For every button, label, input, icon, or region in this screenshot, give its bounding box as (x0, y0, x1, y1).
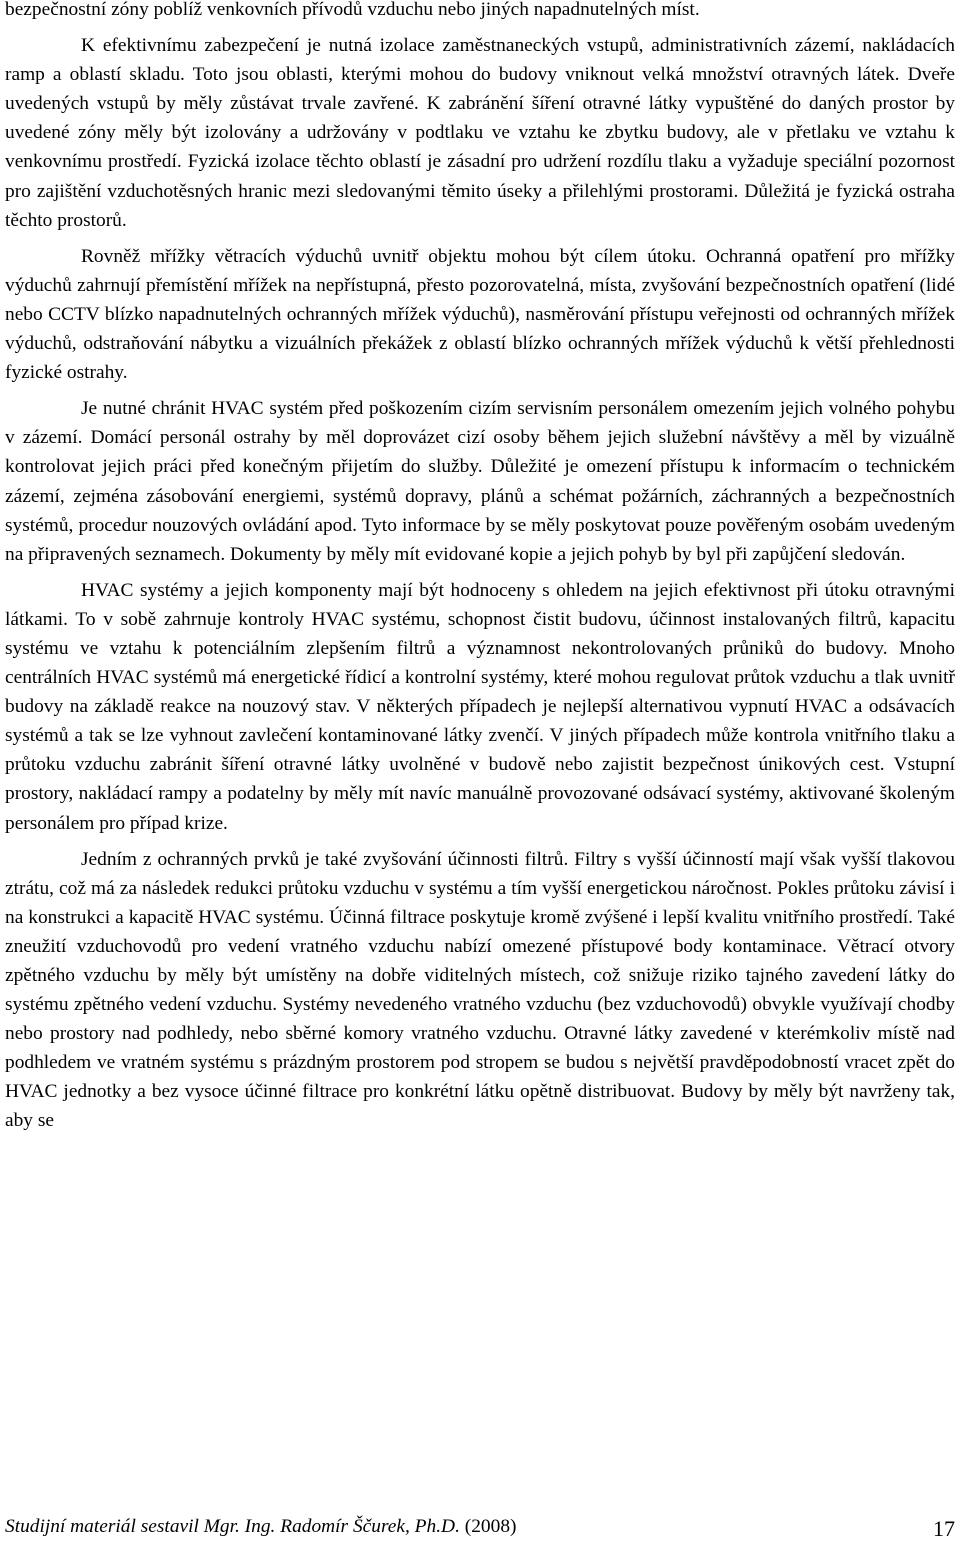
footer-year: (2008) (464, 1516, 517, 1537)
paragraph: K efektivnímu zabezpečení je nutná izolace zaměstnaneckých vstupů, administrativních zázemí, nakládacích ramp a oblastí skladu. Toto jsou oblasti, kterými mohou do budovy vniknout velká množství otravných látek. Dveře uvedených vstupů by měly zůstávat trvale zavřené. K zabránění šíření otravné látky vypuštěné do daných prostor by uvedené zóny měly být izolovány a udržovány v podtlaku ve vztahu ke zbytku budovy, ale v přetlaku ve vztahu k venkovnímu prostředí. Fyzická izolace těchto oblastí je zásadní pro udržení rozdílu tlaku a vyžaduje speciální pozornost pro zajištění vzduchotěsných hranic mezi sledovanými těmito úseky a přilehlými prostorami. Důležitá je fyzická ostraha těchto prostorů. (5, 35, 955, 231)
paragraph: Rovněž mřížky větracích výduchů uvnitř objektu mohou být cílem útoku. Ochranná opatření pro mřížky výduchů zahrnují přemístění mřížek na nepřístupná, přesto pozorovatelná, místa, zvyšování bezpečnostních opatření (lidé nebo CCTV blízko napadnutelných ochranných mřížek výduchů), nasměrování přístupu veřejnosti od ochranných mřížek výduchů, odstraňování nábytku a vizuálních překážek z oblastí blízko ochranných mřížek výduchů k větší přehlednosti fyzické ostrahy. (5, 245, 955, 384)
page-footer (5, 1513, 955, 1543)
paragraph-continuation: bezpečnostní zóny poblíž venkovních přívodů vzduchu nebo jiných napadnutelných míst. (5, 0, 700, 20)
paragraph: HVAC systémy a jejich komponenty mají být hodnoceny s ohledem na jejich efektivnost při útoku otravnými látkami. To v sobě zahrnuje kontroly HVAC systému, schopnost čistit budovu, účinnost instalovaných filtrů, kapacitu systému ve vztahu k potenciálním zlepšením filtrů a významnost nekontrolovaných průniků do budovy. Mnoho centrálních HVAC systémů má energetické řídicí a kontrolní systémy, které mohou regulovat průtok vzduchu a tlak uvnitř budovy na základě reakce na nouzový stav. V některých případech je nejlepší alternativou vypnutí HVAC a odsávacích systémů a tak se lze vyhnout zavlečení kontaminované látky zvenčí. V jiných případech může kontrola vnitřního tlaku a průtoku vzduchu zabránit šíření otravné látky uvolněné v budově nebo zajistit bezpečnost únikových cest. Vstupní prostory, nakládací rampy a podatelny by měly mít navíc manuálně provozované odsávací systémy, aktivované školeným personálem pro případ krize. (5, 579, 955, 834)
paragraph: Jedním z ochranných prvků je také zvyšování účinnosti filtrů. Filtry s vyšší účinností mají však vyšší tlakovou ztrátu, což má za následek redukci průtoku vzduchu v systému a tím vyšší energetickou náročnost. Pokles průtoku závisí i na konstrukci a kapacitě HVAC systému. Účinná filtrace poskytuje kromě zvýšené i lepší kvalitu vnitřního prostředí. Také zneužití vzduchovodů pro vedení vratného vzduchu nabízí omezené přístupové body kontaminace. Větrací otvory zpětného vzduchu by měly být umístěny na dobře viditelných místech, což snižuje riziko tajného zavedení látky do systému zpětného vedení vzduchu. Systémy nevedeného vratného vzduchu (bez vzduchovodů) obvykle využívají chodby nebo prostory nad podhledy, nebo sběrné komory vratného vzduchu. Otravné látky zavedené v kterémkoliv místě nad podhledem ve vratném systému s prázdným prostorem pod stropem se budou s největší pravděpodobností vracet zpět do HVAC jednotky a bez vysoce účinné filtrace pro konkrétní látku opětně distribuovat. Budovy by měly být navrženy tak, aby se (5, 848, 955, 1132)
footer-credit (5, 1513, 516, 1541)
body-text (5, 0, 955, 1136)
footer-author: Studijní materiál sestavil Mgr. Ing. Radomír Ščurek, Ph.D. (5, 1516, 460, 1537)
page-number: 17 (933, 1516, 955, 1541)
paragraph: Je nutné chránit HVAC systém před poškozením cizím servisním personálem omezením jejich volného pohybu v zázemí. Domácí personál ostrahy by měl doprovázet cizí osoby během jejich služební návštěvy a měl by vizuálně kontrolovat jejich práci před konečným přijetím do služby. Důležité je omezení přístupu k informacím o technickém zázemí, zejména zásobování energiemi, systémů dopravy, plánů a schémat požárních, záchranných a bezpečnostních systémů, procedur nouzových ovládání apod. Tyto informace by se měly poskytovat pouze pověřeným osobám uvedeným na připravených seznamech. Dokumenty by měly mít evidované kopie a jejich pohyb by byl při zapůjčení sledován. (5, 398, 955, 565)
